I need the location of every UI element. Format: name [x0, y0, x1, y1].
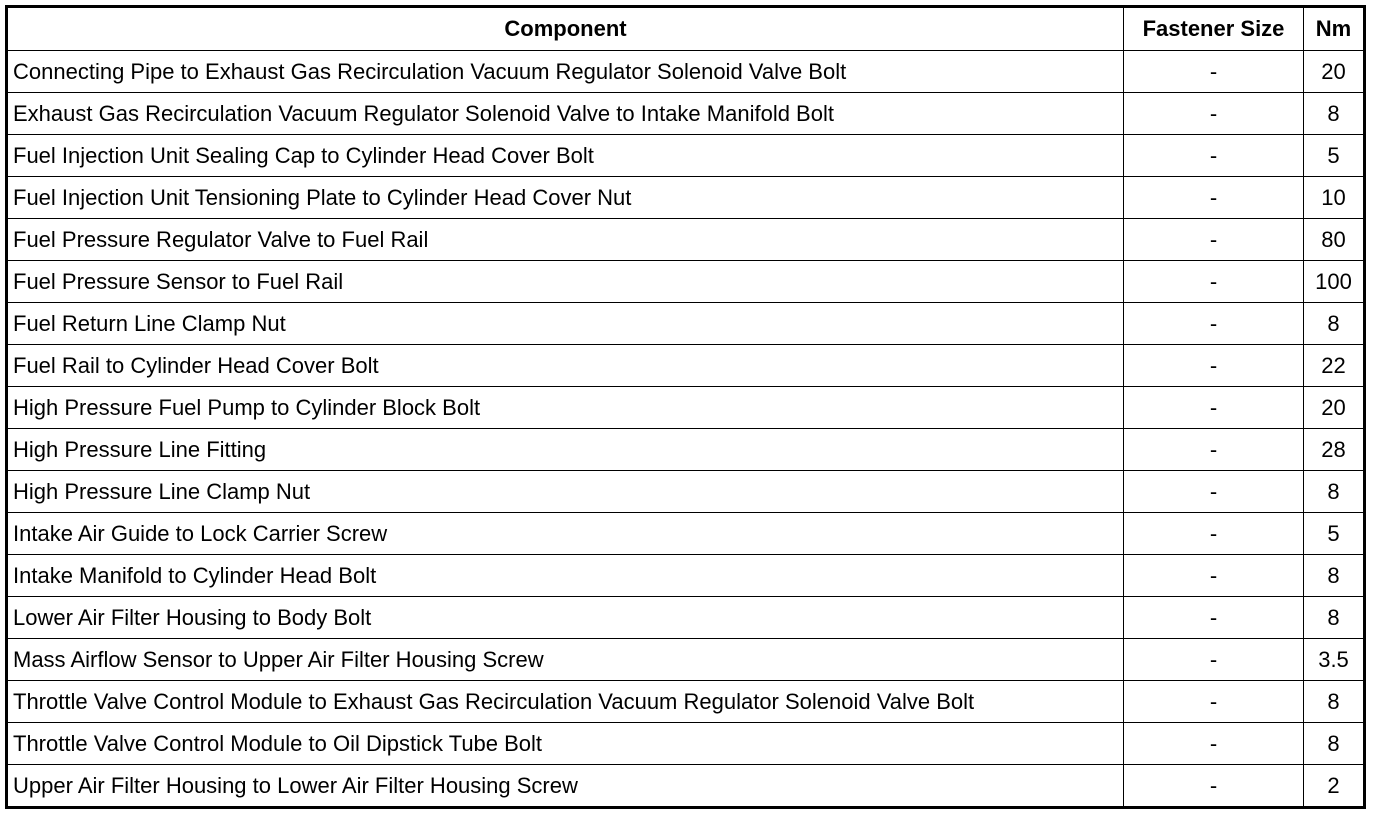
fastener-size-cell: -	[1124, 639, 1304, 681]
fastener-size-cell: -	[1124, 261, 1304, 303]
table-row	[7, 513, 1365, 555]
component-cell: High Pressure Fuel Pump to Cylinder Block Bolt	[7, 387, 1124, 429]
fastener-size-cell: -	[1124, 177, 1304, 219]
component-cell: Exhaust Gas Recirculation Vacuum Regulator Solenoid Valve to Intake Manifold Bolt	[7, 93, 1124, 135]
fastener-size-cell: -	[1124, 345, 1304, 387]
nm-cell: 8	[1304, 93, 1365, 135]
table-row	[7, 219, 1365, 261]
fastener-size-cell: -	[1124, 387, 1304, 429]
column-header-component: Component	[7, 7, 1124, 51]
table-row	[7, 639, 1365, 681]
fastener-size-cell: -	[1124, 93, 1304, 135]
fastener-size-cell: -	[1124, 597, 1304, 639]
component-cell: Fuel Return Line Clamp Nut	[7, 303, 1124, 345]
fastener-size-cell: -	[1124, 723, 1304, 765]
table-row	[7, 345, 1365, 387]
column-header-nm: Nm	[1304, 7, 1365, 51]
torque-spec-table	[5, 5, 1366, 809]
nm-cell: 8	[1304, 303, 1365, 345]
fastener-size-cell: -	[1124, 219, 1304, 261]
fastener-size-cell: -	[1124, 555, 1304, 597]
nm-cell: 28	[1304, 429, 1365, 471]
table-row	[7, 555, 1365, 597]
table-row	[7, 471, 1365, 513]
component-cell: Fuel Pressure Sensor to Fuel Rail	[7, 261, 1124, 303]
nm-cell: 8	[1304, 597, 1365, 639]
table-row	[7, 177, 1365, 219]
table-row	[7, 681, 1365, 723]
component-cell: Fuel Pressure Regulator Valve to Fuel Rail	[7, 219, 1124, 261]
component-cell: Mass Airflow Sensor to Upper Air Filter Housing Screw	[7, 639, 1124, 681]
nm-cell: 8	[1304, 471, 1365, 513]
component-cell: Lower Air Filter Housing to Body Bolt	[7, 597, 1124, 639]
table-row	[7, 597, 1365, 639]
component-cell: Fuel Injection Unit Sealing Cap to Cylinder Head Cover Bolt	[7, 135, 1124, 177]
fastener-size-cell: -	[1124, 513, 1304, 555]
nm-cell: 22	[1304, 345, 1365, 387]
component-cell: Intake Manifold to Cylinder Head Bolt	[7, 555, 1124, 597]
fastener-size-cell: -	[1124, 681, 1304, 723]
table-row	[7, 261, 1365, 303]
component-cell: High Pressure Line Fitting	[7, 429, 1124, 471]
component-cell: Throttle Valve Control Module to Oil Dipstick Tube Bolt	[7, 723, 1124, 765]
fastener-size-cell: -	[1124, 765, 1304, 808]
fastener-size-cell: -	[1124, 135, 1304, 177]
table-row	[7, 723, 1365, 765]
nm-cell: 5	[1304, 135, 1365, 177]
column-header-fastener-size: Fastener Size	[1124, 7, 1304, 51]
table-row	[7, 765, 1365, 808]
component-cell: Connecting Pipe to Exhaust Gas Recirculation Vacuum Regulator Solenoid Valve Bolt	[7, 51, 1124, 93]
nm-cell: 8	[1304, 723, 1365, 765]
nm-cell: 5	[1304, 513, 1365, 555]
nm-cell: 80	[1304, 219, 1365, 261]
fastener-size-cell: -	[1124, 303, 1304, 345]
component-cell: Fuel Injection Unit Tensioning Plate to Cylinder Head Cover Nut	[7, 177, 1124, 219]
nm-cell: 10	[1304, 177, 1365, 219]
nm-cell: 20	[1304, 387, 1365, 429]
table-row	[7, 93, 1365, 135]
fastener-size-cell: -	[1124, 471, 1304, 513]
fastener-size-cell: -	[1124, 51, 1304, 93]
component-cell: Upper Air Filter Housing to Lower Air Filter Housing Screw	[7, 765, 1124, 808]
component-cell: Throttle Valve Control Module to Exhaust Gas Recirculation Vacuum Regulator Solenoid Valve Bolt	[7, 681, 1124, 723]
component-cell: Intake Air Guide to Lock Carrier Screw	[7, 513, 1124, 555]
header-row	[7, 7, 1365, 51]
fastener-size-cell: -	[1124, 429, 1304, 471]
nm-cell: 3.5	[1304, 639, 1365, 681]
table-header	[7, 7, 1365, 51]
component-cell: High Pressure Line Clamp Nut	[7, 471, 1124, 513]
table-row	[7, 51, 1365, 93]
component-cell: Fuel Rail to Cylinder Head Cover Bolt	[7, 345, 1124, 387]
nm-cell: 20	[1304, 51, 1365, 93]
nm-cell: 8	[1304, 555, 1365, 597]
nm-cell: 2	[1304, 765, 1365, 808]
table-row	[7, 429, 1365, 471]
table-body	[7, 51, 1365, 808]
table-row	[7, 387, 1365, 429]
table-row	[7, 135, 1365, 177]
table-row	[7, 303, 1365, 345]
nm-cell: 8	[1304, 681, 1365, 723]
nm-cell: 100	[1304, 261, 1365, 303]
